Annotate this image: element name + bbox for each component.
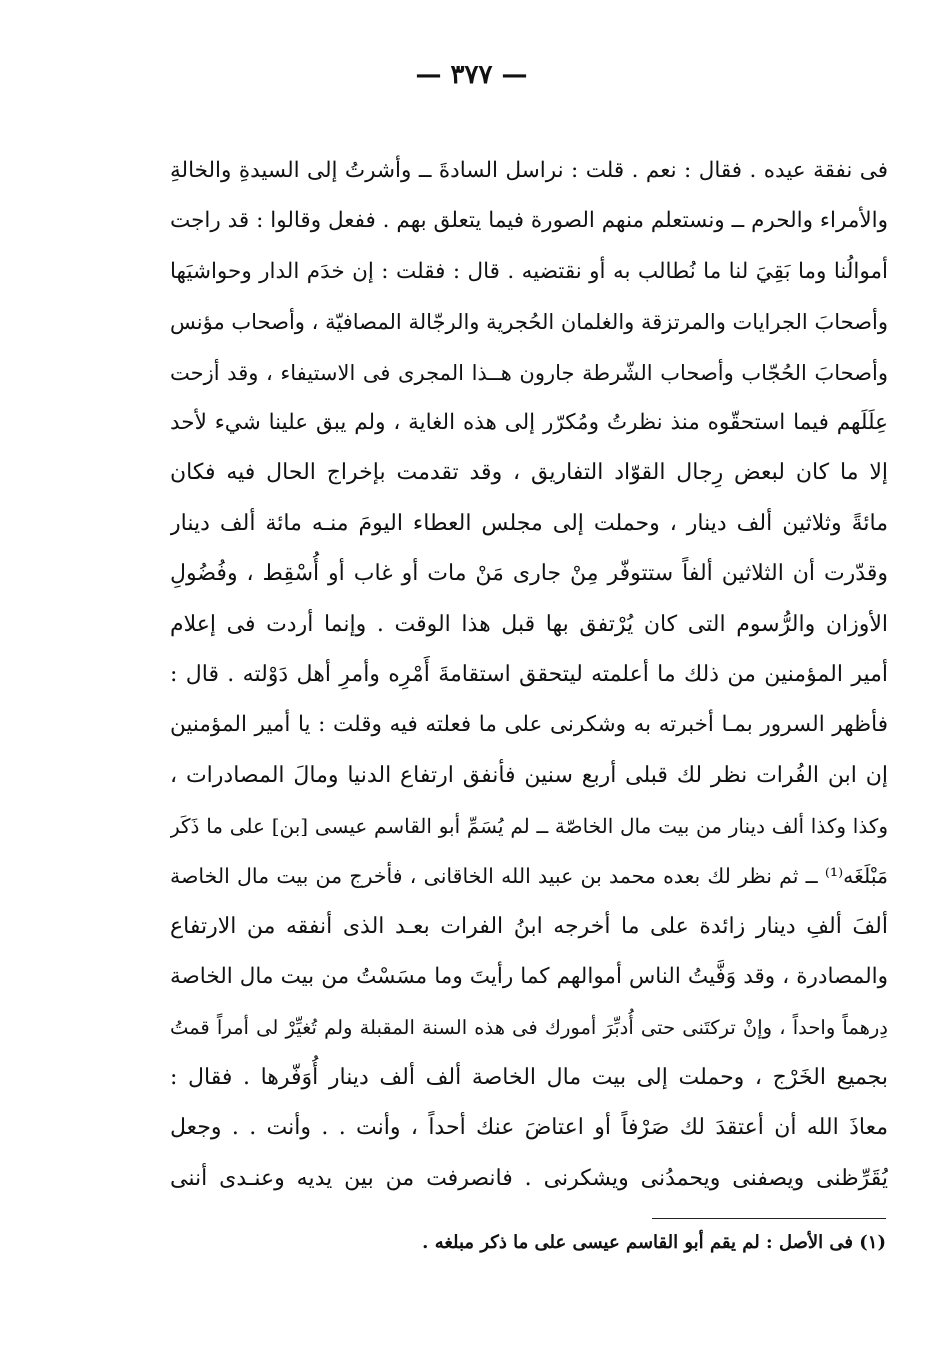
footnote: (١) فى الأصل : لم يقم أبو القاسم عيسى على ما ذكر مبلغه . xyxy=(422,1232,886,1253)
text-line: وأصحابَ الجرايات والمرتزقة والغلمان الحُجرية والرجّالة المصافيّة ، وأصحاب مؤنس xyxy=(170,310,888,335)
text-line: فأظهر السرور بمـا أخبرته به وشكرنى على ما فعلته فيه وقلت : يا أمير المؤمنين xyxy=(170,712,888,738)
text-line: الأوزان والرُّسوم التى كان يُرْتفق بها قبل هذا الوقت . وإنما أردت فى إعلام xyxy=(170,611,888,637)
text-line: وقدّرت أن الثلاثين ألفاً ستتوفّر مِنْ جارى مَنْ مات أو غاب أو أُسْقِط ، وفُضُولِ xyxy=(170,561,888,587)
page-number: — ٣٧٧ — xyxy=(415,60,528,90)
text-line: إلا ما كان لبعض رِجال القوّاد التفاريق ، وقد تقدمت بإخراج الحال فيه فكان xyxy=(170,460,888,486)
text-line: أمير المؤمنين من ذلك ما أعلمته ليتحقق استقامةَ أَمْرِه وأمرِ أهل دَوْلته . قال : xyxy=(170,661,888,687)
text-line: دِرهماً واحداً ، وإنْ تركتَنى حتى أُدبِّرَ أمورك فى هذه السنة المقبلة ولم تُغيِّرْ لى أمراً قمتُ xyxy=(170,1015,888,1039)
text-line: يُقَرِّظنى ويصفنى ويحمدُنى ويشكرنى . فانصرفت من بين يديه وعنـدى أننى xyxy=(170,1165,888,1191)
text-line: مَبْلَغَه⁽¹⁾ ــ ثم نظر لك بعده محمد بن عبيد الله الخاقانى ، فأخرج من بيت مال الخاصة xyxy=(170,864,888,889)
text-line: والمصادرة ، وقد وَفَّيتُ الناس أموالهم كما رأيتَ وما مسَسْتُ من بيت مال الخاصة xyxy=(170,964,888,990)
text-line: وكذا وكذا ألف دينار من بيت مال الخاصّة ــ لم يُسَمِّ أبو القاسم عيسى [بن] على ما ذَكَر xyxy=(170,814,888,839)
text-line: إن ابن الفُرات نظر لك قبلى أربع سنين فأنفق ارتفاع الدنيا ومالَ المصادرات ، xyxy=(170,762,888,788)
text-line: فى نفقة عيده . فقال : نعم . قلت : نراسل السادةَ ــ وأشرتُ إلى السيدةِ والخالةِ xyxy=(170,158,888,183)
text-line: ألفَ ألفِ دينار زائدة على ما أخرجه ابنُ الفرات بعـد الذى أنفقه من الارتفاع xyxy=(170,913,888,939)
text-line: عِلَلَهم فيما استحقّوه منذ نظرتُ ومُكرّر إلى هذه الغاية ، ولم يبق علينا شيء لأحد xyxy=(170,409,888,435)
text-line: معاذَ الله أن أعتقدَ لك صَرْفاً أو اعتاضَ عنك أحداً ، وأنت . . وأنت . . وجعل xyxy=(170,1115,888,1141)
text-line: أموالُنا وما بَقِيَ لنا ما نُطالب به أو نقتضيه . قال : فقلت : إن خدَم الدار وحواشيَها xyxy=(170,258,888,284)
text-line: بجميع الخَرْج ، وحملت إلى بيت مال الخاصة ألف ألف دينار أُوَفّرها . فقال : xyxy=(170,1065,888,1091)
text-line: والأمراء والحرم ــ ونستعلم منهم الصورة فيما يتعلق بهم . ففعل وقالوا : قد راجت xyxy=(170,208,888,234)
body-text xyxy=(170,146,888,1204)
text-line: مائةً وثلاثين ألف دينار ، وحملت إلى مجلس العطاء اليومَ منـه مائة ألف دينار xyxy=(170,510,888,536)
footnote-divider xyxy=(652,1218,886,1219)
text-line: وأصحابَ الحُجّاب وأصحاب الشّرطة جارون هــذا المجرى فى الاستيفاء ، وقد أزحت xyxy=(170,360,888,385)
